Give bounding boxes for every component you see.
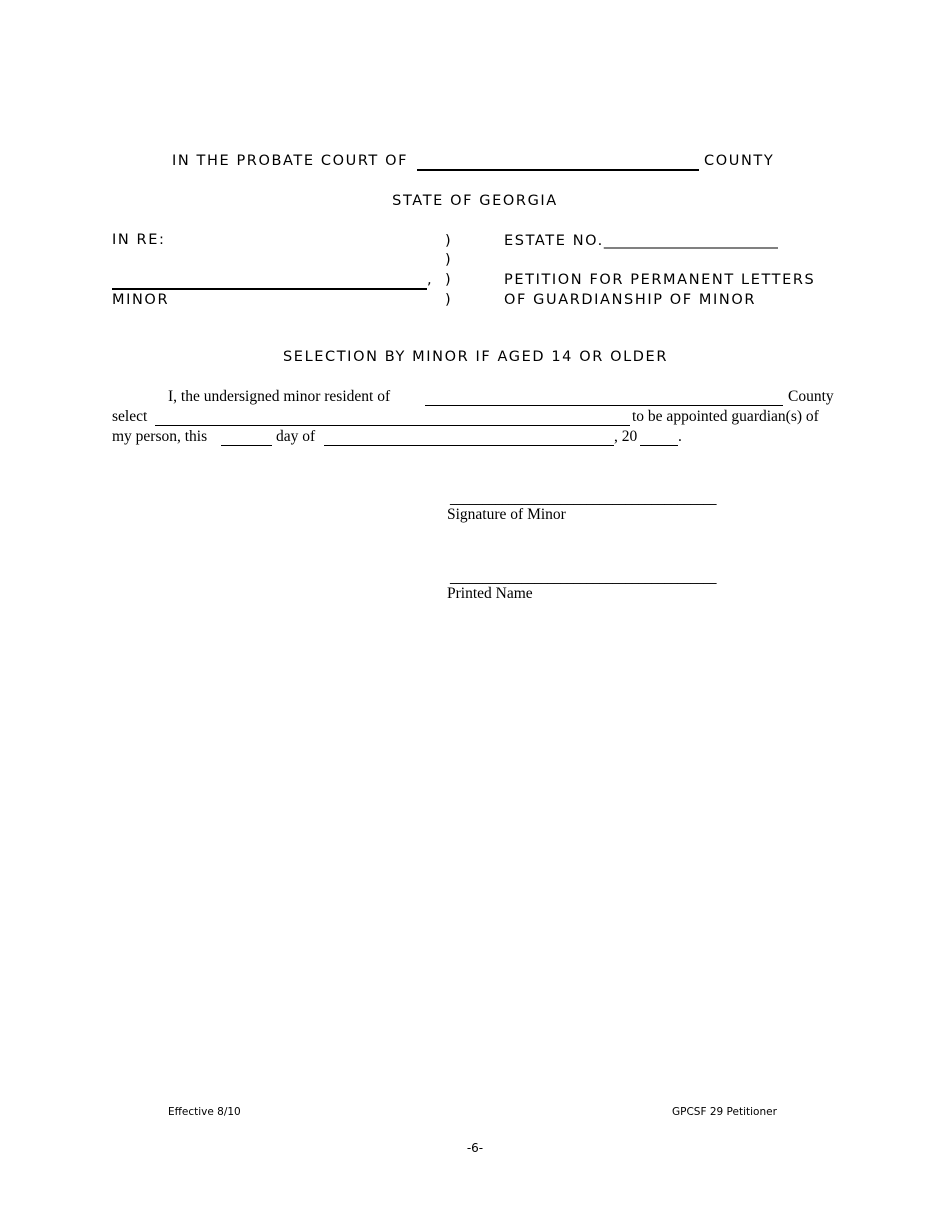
- estate-no-field[interactable]: ________________________: [603, 233, 778, 249]
- effective-date: Effective 8/10: [168, 1106, 241, 1118]
- petition-title-line2: OF GUARDIANSHIP OF MINOR: [504, 292, 757, 308]
- month-field[interactable]: [324, 445, 614, 446]
- body-line3-day-of: day of: [276, 428, 316, 445]
- resident-county-field[interactable]: [425, 405, 783, 406]
- state-heading: STATE OF GEORGIA: [392, 193, 558, 209]
- body-line2-end: to be appointed guardian(s) of: [632, 408, 819, 425]
- day-field[interactable]: [221, 445, 272, 446]
- signature-label: Signature of Minor: [447, 506, 566, 523]
- printed-name-field[interactable]: _________________________________________: [450, 570, 717, 585]
- minor-name-field[interactable]: [112, 288, 427, 290]
- body-line3-period: .: [678, 428, 682, 445]
- caption-paren-2: ): [445, 252, 453, 268]
- body-line1-county: County: [788, 388, 834, 405]
- caption-paren-1: ): [445, 233, 453, 249]
- caption-paren-4: ): [445, 292, 453, 308]
- in-re-label: IN RE:: [112, 232, 166, 248]
- year-field[interactable]: [640, 445, 678, 446]
- estate-no-label: ESTATE NO.________________________: [504, 233, 778, 249]
- minor-name-comma: ,: [427, 272, 434, 288]
- minor-label: MINOR: [112, 292, 170, 308]
- guardian-name-field[interactable]: [155, 425, 630, 426]
- petition-title-line1: PETITION FOR PERMANENT LETTERS: [504, 272, 816, 288]
- caption-paren-3: ): [445, 272, 453, 288]
- court-prefix: IN THE PROBATE COURT OF: [172, 153, 409, 169]
- signature-field[interactable]: _________________________________________: [450, 491, 717, 506]
- body-line1-text: I, the undersigned minor resident of: [168, 388, 391, 405]
- body-line3-year-prefix: , 20: [614, 428, 638, 445]
- form-id: GPCSF 29 Petitioner: [672, 1106, 777, 1118]
- page-number: -6-: [466, 1141, 484, 1155]
- county-name-field[interactable]: [417, 169, 699, 171]
- body-line2-select: select: [112, 408, 148, 425]
- court-suffix: COUNTY: [704, 153, 775, 169]
- section-title: SELECTION BY MINOR IF AGED 14 OR OLDER: [283, 349, 668, 365]
- printed-name-label: Printed Name: [447, 585, 533, 602]
- body-line3-start: my person, this: [112, 428, 208, 445]
